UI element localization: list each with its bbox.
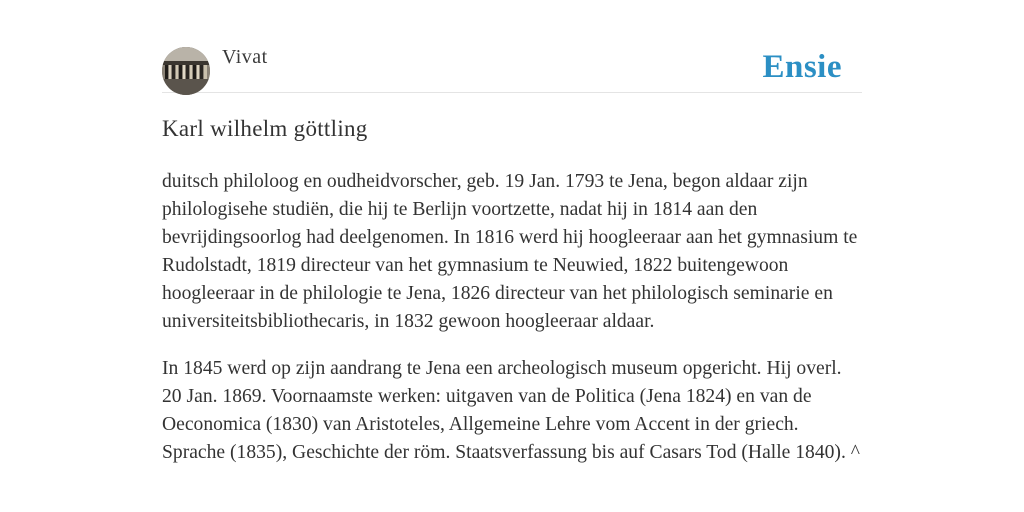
article-body (162, 168, 866, 486)
source-link[interactable]: Vivat (222, 46, 268, 68)
article-paragraph: duitsch philoloog en oudheidvorscher, geb. 19 Jan. 1793 te Jena, begon aldaar zijn philologisehe studiën, die hij te Berlijn voortzette, nadat hij in 1814 aan den bevrijdingsoorlog had deelgenomen. In 1816 werd hij hoogleeraar aan het gymnasium te Rudolstadt, 1819 directeur van het gymnasium te Neuwied, 1822 buitengewoon hoogleeraar in de philologie te Jena, 1826 directeur van het philologisch seminarie en universiteitsbibliothecaris, in 1832 gewoon hoogleeraar aldaar. (162, 171, 858, 332)
bookshelf-icon (162, 47, 210, 95)
header (162, 46, 862, 93)
source-avatar[interactable] (162, 47, 210, 95)
brand-logo-link[interactable]: Ensie (762, 49, 842, 85)
page-title: Karl wilhelm göttling (162, 116, 368, 141)
article-paragraph: In 1845 werd op zijn aandrang te Jena een archeologisch museum opgericht. Hij overl. 20 Jan. 1869. Voornaamste werken: uitgaven van de Politica (Jena 1824) en van de Oeconomica (1830) van Aristoteles, Allgemeine Lehre vom Accent in der griech. Sprache (1835), Geschichte der röm. Staatsverfassung bis auf Casars Tod (Halle 1840). ^ (162, 358, 860, 463)
